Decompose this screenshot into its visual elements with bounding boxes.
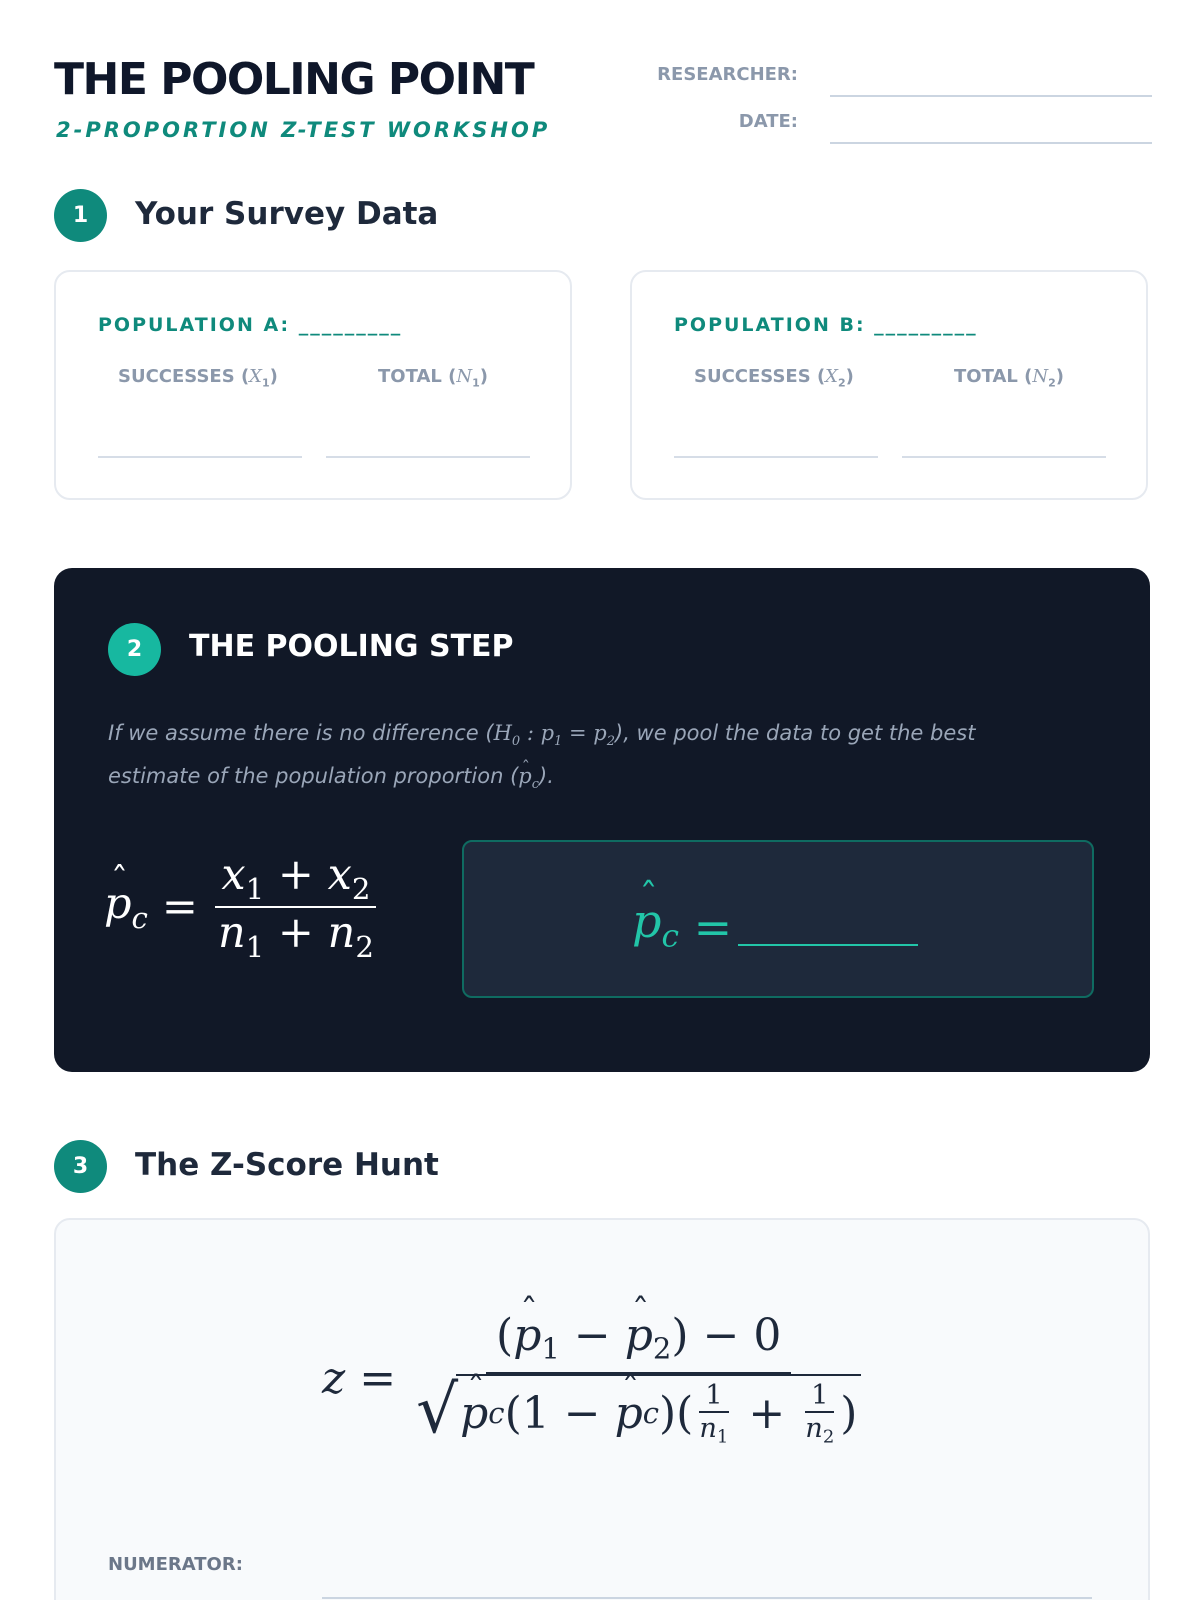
numerator-label: NUMERATOR: (108, 1554, 243, 1575)
population-b-label: POPULATION B: _________ (674, 314, 978, 336)
worksheet-subtitle: 2-PROPORTION Z-TEST WORKSHOP (56, 118, 551, 142)
step-1-badge: 1 (54, 189, 107, 242)
successes-b-field[interactable] (674, 456, 878, 458)
pooled-answer-field[interactable]: ˆ $p_c$ = (632, 894, 918, 954)
population-b-card (630, 270, 1148, 500)
step-2-badge: 2 (108, 623, 161, 676)
pooled-answer-box[interactable] (462, 840, 1094, 998)
z-score-formula: z = (ˆ p1 − ˆ p2) − 0 √ ˆ p c (1 − ˆ p c )( $\frac{1}{n1}$ + $\frac{1}{n2}$ ) (322, 1310, 867, 1447)
successes-b-label: SUCCESSES $(X_2)$ (694, 366, 854, 390)
researcher-label: RESEARCHER: (657, 64, 798, 85)
researcher-field[interactable] (830, 95, 1152, 97)
section-1-title: Your Survey Data (135, 196, 439, 232)
null-hypothesis-math: $H_0$ : $p_1 = p_2$ (493, 721, 615, 750)
date-field[interactable] (830, 142, 1152, 144)
section-2-title: THE POOLING STEP (189, 629, 514, 664)
total-b-label: TOTAL $(N_2)$ (954, 366, 1064, 390)
total-a-field[interactable] (326, 456, 530, 458)
step-3-badge: 3 (54, 1140, 107, 1193)
worksheet-title: THE POOLING POINT (54, 54, 534, 105)
population-a-label: POPULATION A: _________ (98, 314, 403, 336)
section-3-title: The Z-Score Hunt (135, 1147, 439, 1183)
numerator-field[interactable] (322, 1597, 1092, 1599)
total-a-label: TOTAL $(N_1)$ (378, 366, 488, 390)
total-b-field[interactable] (902, 456, 1106, 458)
successes-a-label: SUCCESSES $(X_1)$ (118, 366, 278, 390)
pooling-description: If we assume there is no difference ($H_0$ : $p_1 = p_2$), we pool the data to get the best estimate of the population proportion (ˆ $p_c$). (108, 716, 1068, 802)
pooled-proportion-formula: ˆ $p_c$ = $\frac{x_1 + x_2}{n_1 + n_2}$ (104, 850, 380, 964)
population-a-card (54, 270, 572, 500)
pooled-proportion-symbol: ˆ $p_c$ (518, 764, 539, 788)
date-label: DATE: (738, 111, 798, 132)
successes-a-field[interactable] (98, 456, 302, 458)
